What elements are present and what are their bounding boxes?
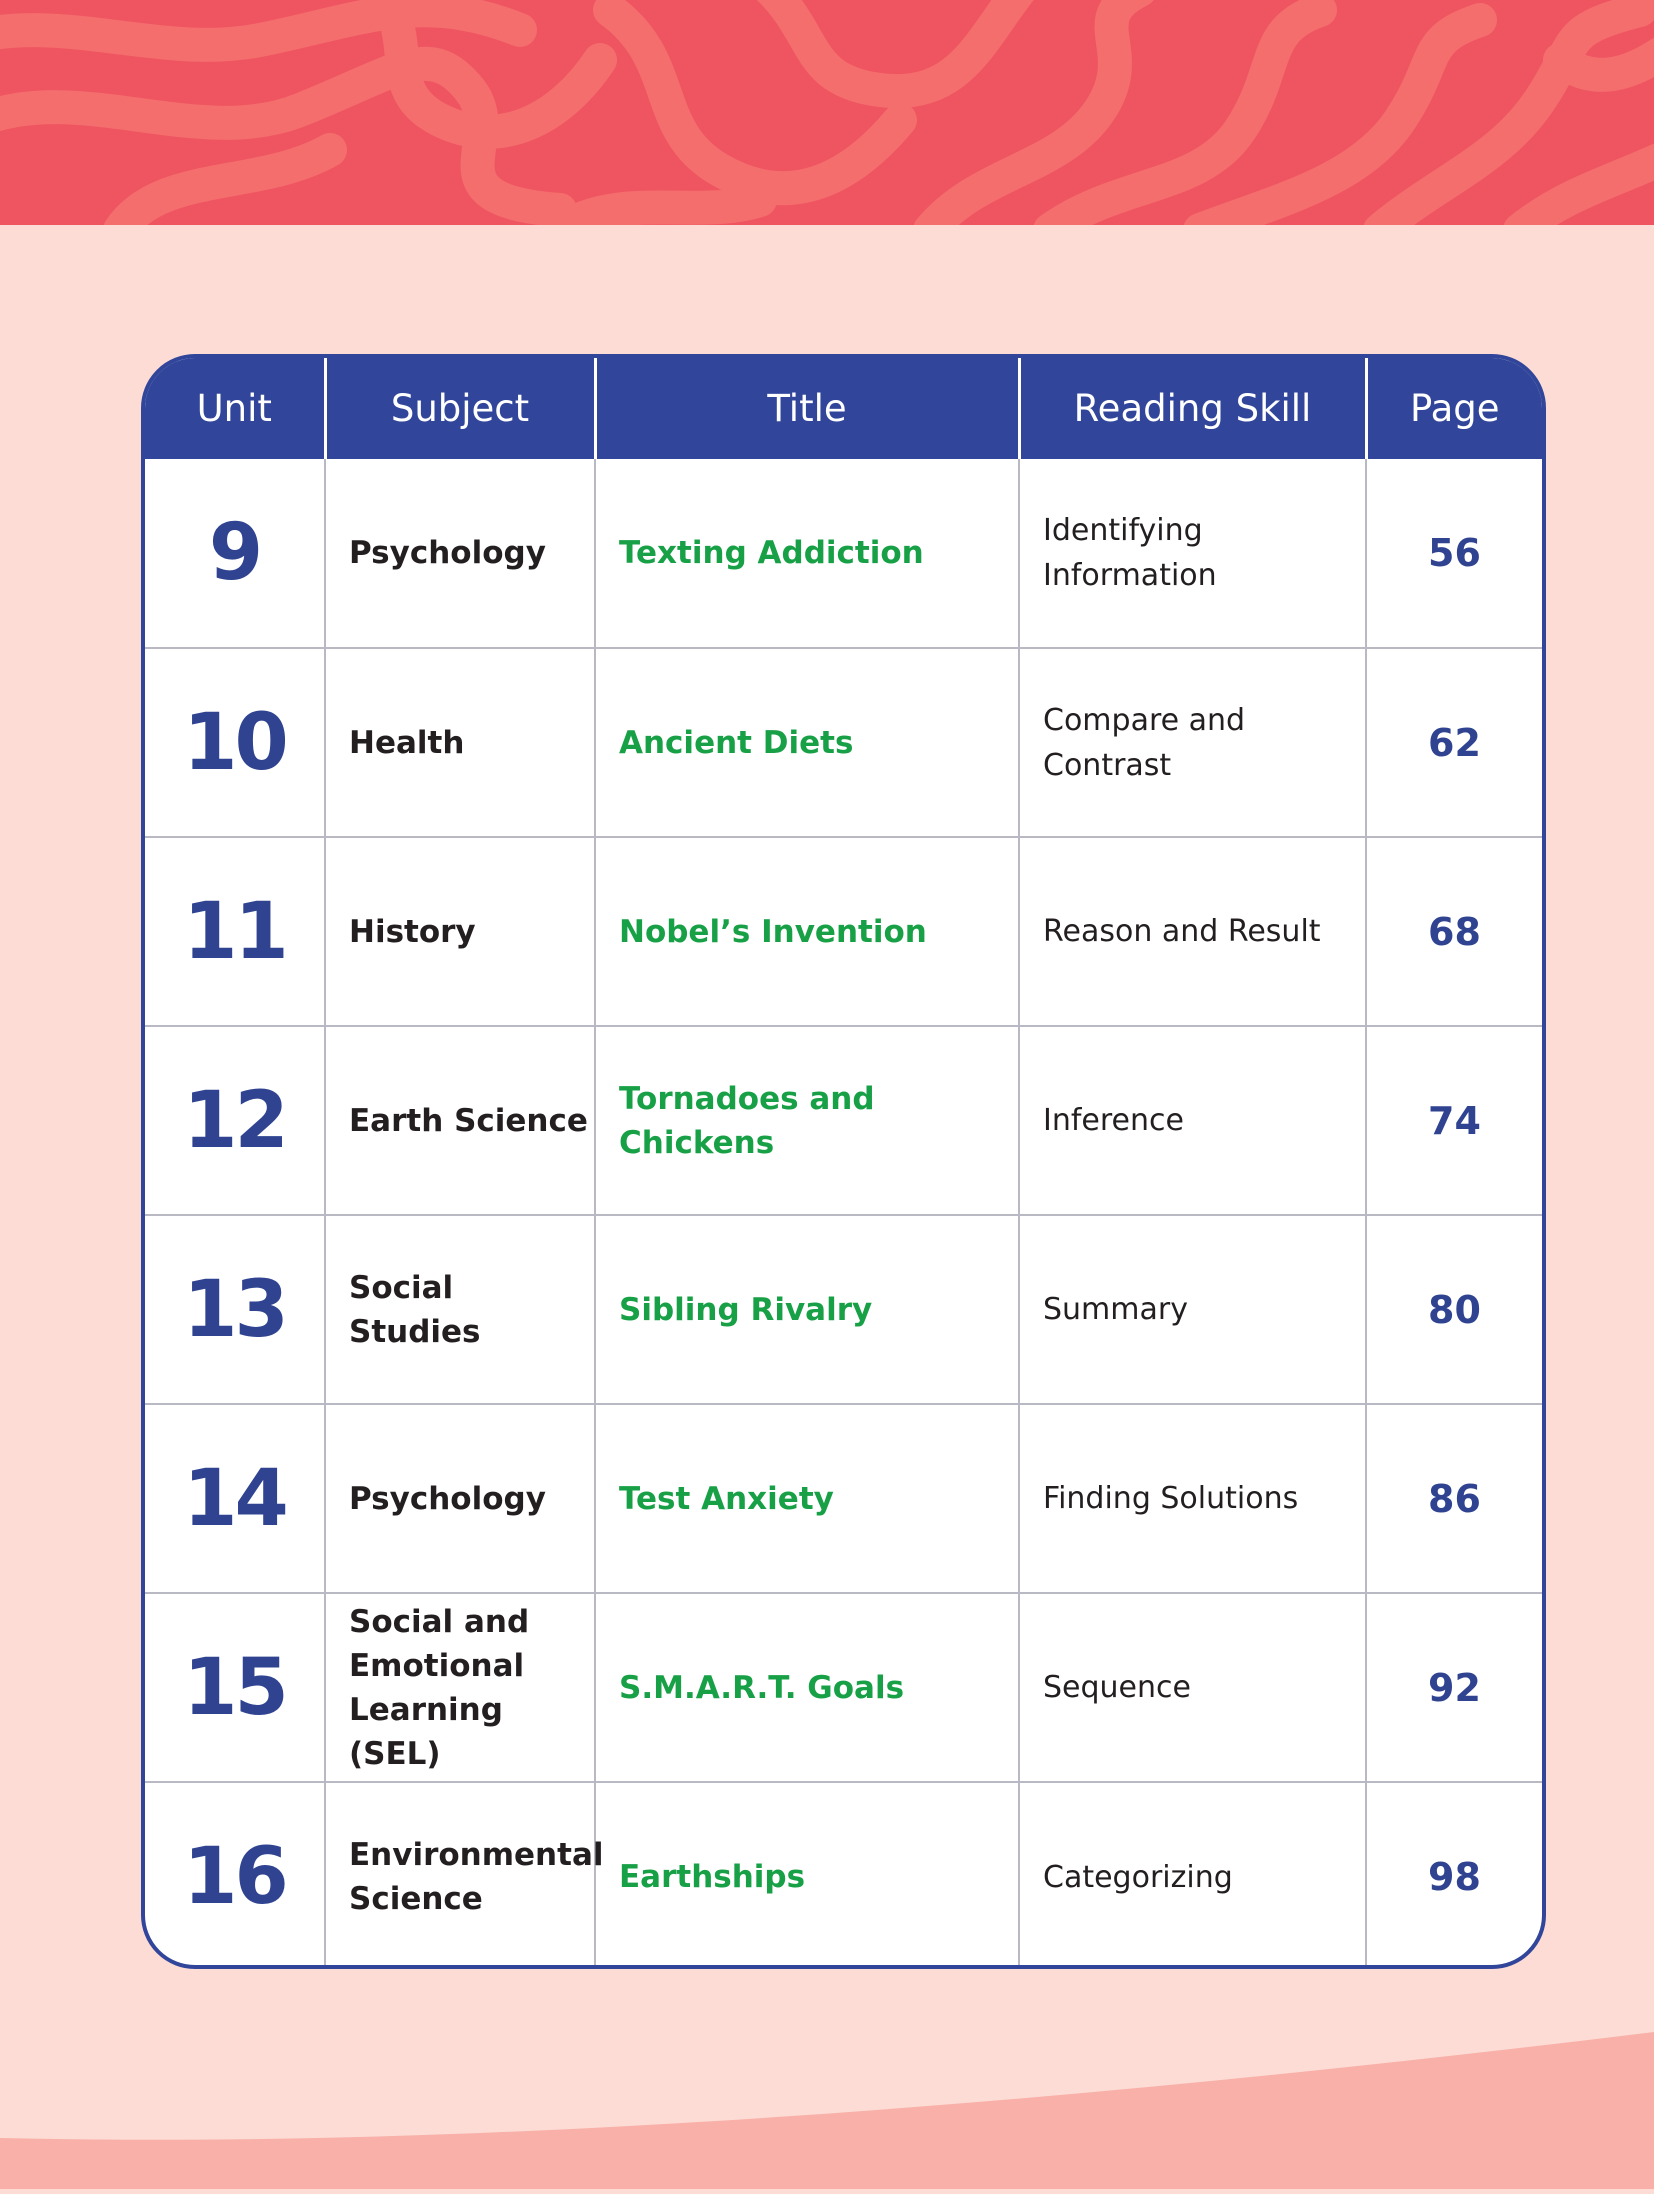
swirl-pattern [0,0,1654,225]
reading-skill-cell: Sequence [1019,1593,1366,1782]
header-unit: Unit [196,387,272,430]
unit-number: 10 [145,648,325,837]
table-row [145,1215,1542,1404]
decorative-wave [0,2020,1654,2189]
decorative-banner [0,0,1654,225]
header-title: Title [595,358,1019,459]
subject-cell: Social Studies [325,1215,595,1404]
header-subject: Subject [325,358,595,459]
page-number: 56 [1366,459,1542,648]
reading-skill-cell: Identifying Information [1019,459,1366,648]
header-page: Page [1366,358,1542,459]
page-number: 68 [1366,837,1542,1026]
subject-cell: Social and Emotional Learning (SEL) [325,1593,595,1782]
page-number: 80 [1366,1215,1542,1404]
table-row [145,459,1542,648]
page-number: 98 [1366,1782,1542,1969]
title-cell: S.M.A.R.T. Goals [595,1593,1019,1782]
reading-skill-cell: Categorizing [1019,1782,1366,1969]
reading-skill-cell: Reason and Result [1019,837,1366,1026]
subject-cell: Health [325,648,595,837]
title-cell: Ancient Diets [595,648,1019,837]
table-row [145,1593,1542,1782]
table-header-row [145,358,1542,459]
table-row [145,648,1542,837]
page-number: 86 [1366,1404,1542,1593]
subject-cell: Psychology [325,459,595,648]
title-cell: Test Anxiety [595,1404,1019,1593]
title-cell: Sibling Rivalry [595,1215,1019,1404]
page-number: 92 [1366,1593,1542,1782]
unit-number: 9 [208,508,261,598]
table-row [145,1782,1542,1969]
contents-table [141,354,1546,1969]
reading-skill-cell: Compare and Contrast [1019,648,1366,837]
page-number: 62 [1366,648,1542,837]
header-reading-skill: Reading Skill [1019,358,1366,459]
title-cell: Nobel’s Invention [595,837,1019,1026]
reading-skill-cell: Inference [1019,1026,1366,1215]
unit-number: 14 [145,1404,325,1593]
table-row [145,837,1542,1026]
unit-number: 11 [145,837,325,1026]
units-table [145,358,1542,1969]
reading-skill-cell: Summary [1019,1215,1366,1404]
table-row [145,1404,1542,1593]
subject-cell: Earth Science [325,1026,595,1215]
table-row [145,1026,1542,1215]
title-cell: Earthships [595,1782,1019,1969]
unit-number: 13 [145,1215,325,1404]
subject-cell: Psychology [325,1404,595,1593]
page-number: 74 [1366,1026,1542,1215]
title-cell: Tornadoes and Chickens [595,1026,1019,1215]
unit-number: 15 [145,1593,325,1782]
subject-cell: History [325,837,595,1026]
unit-number: 16 [145,1782,325,1969]
subject-cell: Environmental Science [325,1782,595,1969]
wave-shape [0,2020,1654,2189]
title-cell: Texting Addiction [595,459,1019,648]
unit-number: 12 [145,1026,325,1215]
reading-skill-cell: Finding Solutions [1019,1404,1366,1593]
